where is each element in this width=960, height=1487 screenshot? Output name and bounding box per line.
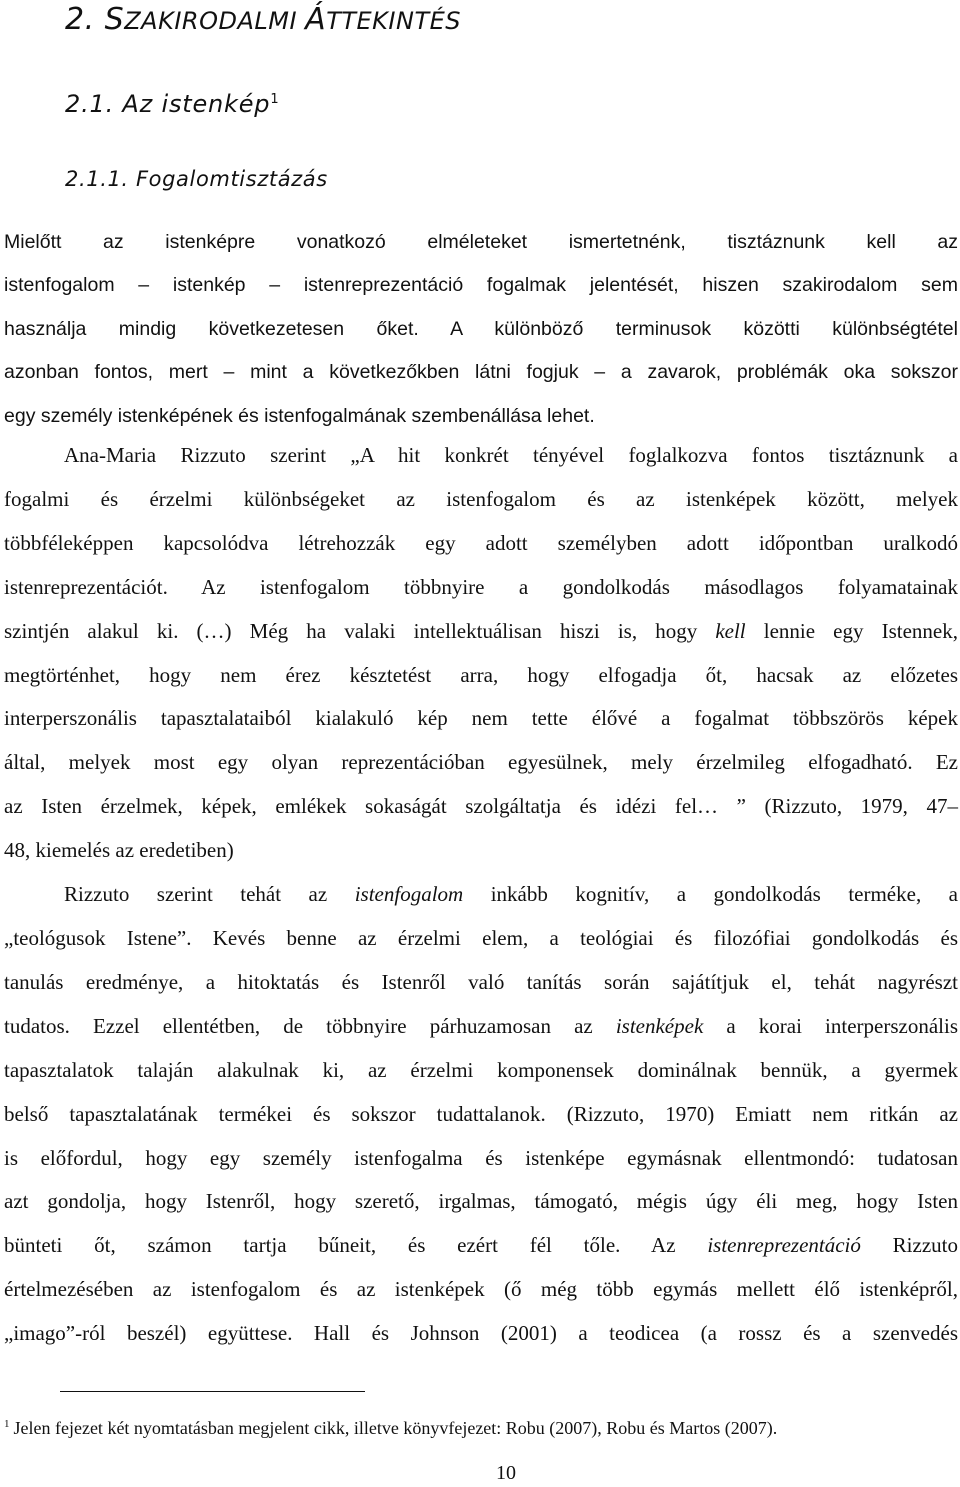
section-title: 2.1. Az istenkép <box>65 90 271 118</box>
body-line: „teológusok Istene”. Kevés benne az érzelmi elem, a teológiai és filozófiai gondolkodás és <box>4 925 958 950</box>
footnote-separator <box>60 1391 365 1392</box>
footnote <box>4 1418 777 1439</box>
subsection-heading: 2.1.1. Fogalomtisztázás <box>65 167 328 191</box>
emphasis-istenkepek: istenképek <box>615 1013 704 1038</box>
body-line: istenreprezentációt. Az istenfogalom többnyire a gondolkodás másodlagos folyamatainak <box>4 574 958 599</box>
intro-line: Mielőtt az istenképre vonatkozó elméleteket ismertetnénk, tisztáznunk kell az <box>4 231 958 253</box>
body-line: is előfordul, hogy egy személy istenfogalma és istenképe egymásnak ellentmondó: tudatosan <box>4 1145 958 1170</box>
intro-line: egy személy istenképének és istenfogalmának szembenállása lehet. <box>4 404 595 427</box>
page-number: 10 <box>496 1462 516 1484</box>
body-line: belső tapasztalatának termékei és sokszor tudattalanok. (Rizzuto, 1970) Emiatt nem ritkán az <box>4 1101 958 1126</box>
body-text-run: tudatos. Ezzel ellentétben, de többnyire párhuzamosan az <box>4 1013 616 1038</box>
body-text-run: lennie egy Istennek, <box>745 618 958 643</box>
body-text-run: bünteti őt, számon tartja bűneit, és ezért fél tőle. Az <box>4 1233 708 1258</box>
body-line: interperszonális tapasztalataiból kialakuló kép nem tette élővé a fogalmat többszörös képek <box>4 706 958 731</box>
chapter-word-1-rest: ZAKIRODALMI <box>124 7 306 35</box>
chapter-initial-a: Á <box>305 2 327 37</box>
body-text <box>4 434 958 1356</box>
body-line: Ana-Maria Rizzuto szerint „A hit konkrét tényével foglalkozva fontos tisztáznunk a <box>64 443 958 467</box>
chapter-number: 2. <box>65 2 105 37</box>
body-text-run: a korai interperszonális <box>703 1013 958 1038</box>
body-line: megtörténhet, hogy nem érez késztetést arra, hogy elfogadja őt, hacsak az előzetes <box>4 662 958 687</box>
body-line <box>4 1005 958 1049</box>
body-line: tapasztalatok talaján alakulnak ki, az érzelmi komponensek dominálnak bennük, a gyermek <box>4 1057 958 1082</box>
body-line: által, melyek most egy olyan reprezentációban egyesülnek, mely érzelmileg elfogadható. Ez <box>4 750 958 775</box>
body-text-run: szintjén alakul ki. (…) Még ha valaki intellektuálisan hiszi is, hogy <box>4 618 716 643</box>
footnote-number: 1 <box>4 1418 10 1430</box>
chapter-initial-s: S <box>104 2 125 37</box>
intro-line: használja mindig következetesen őket. A különböző terminusok közötti különbségtétel <box>4 317 958 340</box>
emphasis-istenfogalom: istenfogalom <box>354 882 464 907</box>
body-line: az Isten érzelmek, képek, emlékek sokaságát szolgáltatja és idézi fel… ” (Rizzuto, 1979, 47– <box>4 794 958 819</box>
emphasis-kell: kell <box>715 618 746 643</box>
footnote-reference[interactable]: 1 <box>270 92 280 107</box>
body-line: 48, kiemelés az eredetiben) <box>4 838 234 863</box>
body-text-run: Rizzuto <box>860 1233 958 1258</box>
intro-line: azonban fontos, mert – mint a következőkben látni fogjuk – a zavarok, problémák oka sokszor <box>4 361 958 384</box>
body-line: azt gondolja, hogy Istenről, hogy szerető, irgalmas, támogató, mégis úgy éli meg, hogy Isten <box>4 1189 958 1214</box>
body-line: fogalmi és érzelmi különbségeket az istenfogalom és az istenképek között, melyek <box>4 486 958 511</box>
body-line: „imago”-ról beszél) együttese. Hall és Johnson (2001) a teodicea (a rossz és a szenvedés <box>4 1321 958 1346</box>
body-line: értelmezésében az istenfogalom és az istenképek (ő még több egymás mellett élő istenképről, <box>4 1277 958 1302</box>
body-text-run: Rizzuto szerint tehát az <box>64 882 355 907</box>
chapter-word-2-rest: TTEKINTÉS <box>326 7 461 35</box>
section-heading <box>65 90 279 118</box>
intro-paragraph <box>4 221 958 438</box>
body-line: többféleképpen kapcsolódva létrehozzák egy adott személyben adott időpontban uralkodó <box>4 530 958 555</box>
body-line <box>4 873 958 917</box>
body-text-run: inkább kognitív, a gondolkodás terméke, a <box>463 882 959 907</box>
emphasis-istenreprezentacio: istenreprezentáció <box>707 1233 861 1258</box>
body-line: tanulás eredménye, a hitoktatás és Istenről való tanítás során sajátítjuk el, tehát nagyrészt <box>4 969 958 994</box>
intro-line: istenfogalom – istenkép – istenreprezentáció fogalmak jelentését, hiszen szakirodalom sem <box>4 274 958 297</box>
chapter-heading <box>65 2 461 37</box>
body-line <box>4 610 958 654</box>
footnote-text: Jelen fejezet két nyomtatásban megjelent cikk, illetve könyvfejezet: Robu (2007), Robu és Martos (2007). <box>13 1418 778 1438</box>
body-line <box>4 1224 958 1268</box>
